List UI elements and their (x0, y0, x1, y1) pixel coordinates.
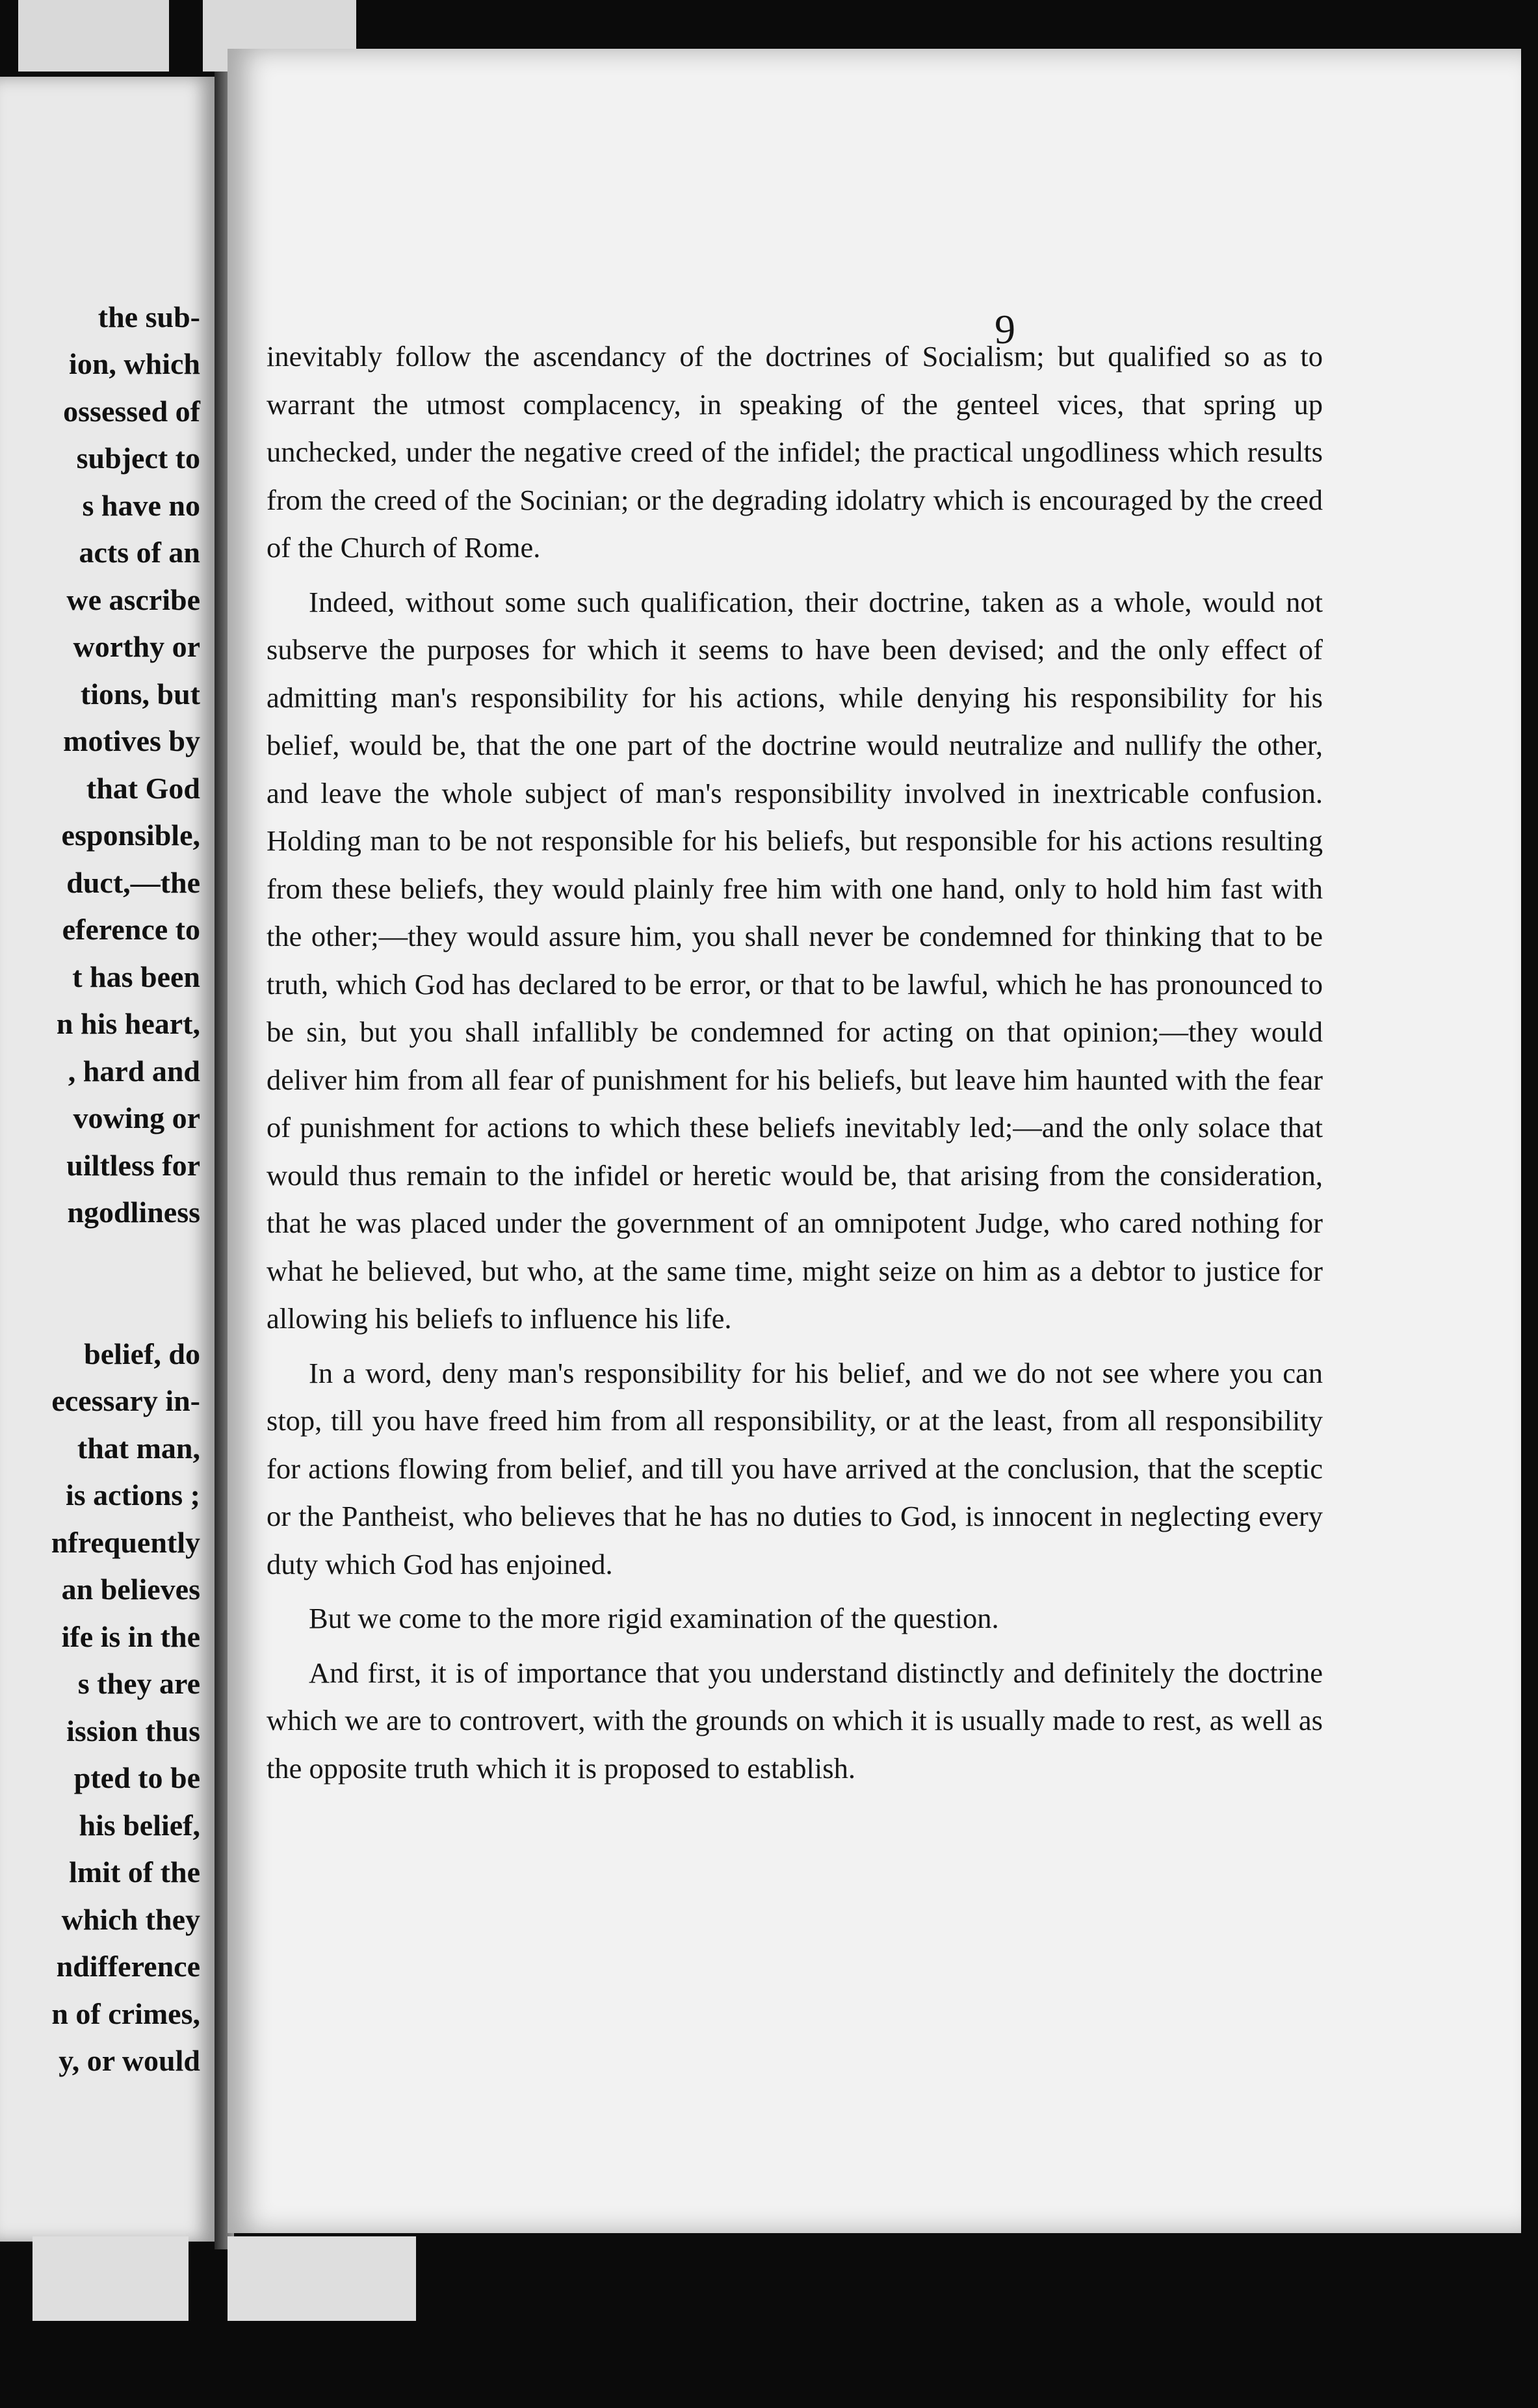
paragraph: But we come to the more rigid examination of the question. (309, 1602, 999, 1634)
left-page-fragment: pted to be (73, 1761, 200, 1794)
left-page-fragment: esponsible, (61, 818, 200, 852)
left-page-fragment: ife is in the (61, 1620, 200, 1653)
left-page-fragment: s have no (82, 489, 200, 522)
left-page-fragment: worthy or (73, 630, 200, 663)
left-page-fragment: his belief, (79, 1809, 200, 1842)
left-page-fragment: , hard and (68, 1054, 200, 1088)
left-page-fragment: we ascribe (66, 583, 200, 616)
left-page-fragment: nfrequently (51, 1526, 200, 1559)
left-page-fragment: uiltless for (66, 1149, 200, 1182)
left-page-fragment: subject to (76, 441, 200, 475)
paragraph: Indeed, without some such qualification, their doctrine, taken as a whole, would not subserve the purposes for which it seems to have been devised; and the only effect of admitting man's responsibility for his actions, while denying his responsibility for his belief, would be, that the one part of the doctrine would neutralize and nullify the other, and leave the whole subject of man's responsibility involved in inextricable confusion. Holding man to be not responsible for his beliefs, but responsible for his actions resulting from these beliefs, they would plainly free him with one hand, only to hold him fast with the other;—they would assure him, you shall never be condemned for thinking that to be truth, which God has declared to be error, or that to be lawful, which he has pronounced to be sin, but you shall infallibly be condemned for acting on that opinion;—they would deliver him from all fear of punishment for his beliefs, but leave him haunted with the fear of punishment for actions to which these beliefs inevitably led;—and the only solace that would thus remain to the infidel or heretic would be, that arising from the consideration, that he was placed under the government of an omnipotent Judge, who cared nothing for what he believed, but who, at the same time, might seize on him as a debtor to justice for allowing his beliefs to influence his life. (267, 585, 1323, 1335)
left-page-fragment: lmit of the (69, 1855, 200, 1889)
page-number: 9 (995, 306, 1015, 352)
left-page-fragment: s they are (77, 1667, 200, 1700)
left-page-fragment: ission thus (66, 1714, 200, 1747)
left-page-fragment: acts of an (79, 536, 200, 569)
left-page-fragment: duct,—the (66, 866, 200, 899)
left-page-fragment: is actions ; (66, 1478, 200, 1512)
background-strip (18, 0, 169, 72)
left-page-fragment: ndifference (56, 1950, 200, 1983)
body-text (267, 333, 1323, 1792)
left-page-fragment: y, or would (59, 2044, 200, 2077)
left-page-fragment: t has been (72, 960, 200, 993)
left-page-fragment: n his heart, (56, 1007, 200, 1040)
left-page-fragment: ngodliness (67, 1196, 200, 1229)
left-page-fragment: n of crimes, (51, 1997, 200, 2030)
paragraph: In a word, deny man's responsibility for his belief, and we do not see where you can stop, till you have freed him from all responsibility, or at the least, from all responsibility for actions flowing from belief, and till you have arrived at the conclusion, that the sceptic or the Pantheist, who believes that he has no duties to God, is innocent in neglecting every duty which God has enjoined. (267, 1356, 1323, 1580)
background-strip (33, 2236, 189, 2321)
paragraph: And first, it is of importance that you understand distinctly and definitely the doctrine which we are to controvert, with the grounds on which it is usually made to rest, as well as the opposite truth which it is proposed to establish. (267, 1656, 1323, 1785)
left-page-fragment: eference to (62, 913, 200, 946)
left-page-fragment: ossessed of (63, 395, 200, 428)
left-page-fragment: ion, which (69, 347, 200, 380)
left-page-fragment: motives by (63, 724, 200, 757)
left-page-fragment: the sub- (98, 300, 200, 334)
left-page-fragment: ecessary in- (51, 1384, 200, 1417)
left-page-fragment: vowing or (73, 1101, 200, 1134)
left-page-fragment: an believes (61, 1573, 200, 1606)
background-strip (228, 2236, 416, 2321)
paragraph: inevitably follow the ascendancy of the doctrines of Socialism; but qualified so as to warrant the utmost complacency, in speaking of the genteel vices, that spring up unchecked, under the negative creed of the infidel; the practical ungodliness which results from the creed of the Socinian; or the degrading idolatry which is encouraged by the creed of the Church of Rome. (267, 340, 1323, 564)
left-page-fragment: that man, (77, 1432, 200, 1465)
left-page-fragment: which they (61, 1903, 200, 1936)
left-page-fragment: tions, but (80, 677, 200, 711)
left-page-fragment: that God (86, 772, 200, 805)
left-page-fragment: belief, do (84, 1337, 200, 1370)
left-page (0, 77, 215, 2242)
